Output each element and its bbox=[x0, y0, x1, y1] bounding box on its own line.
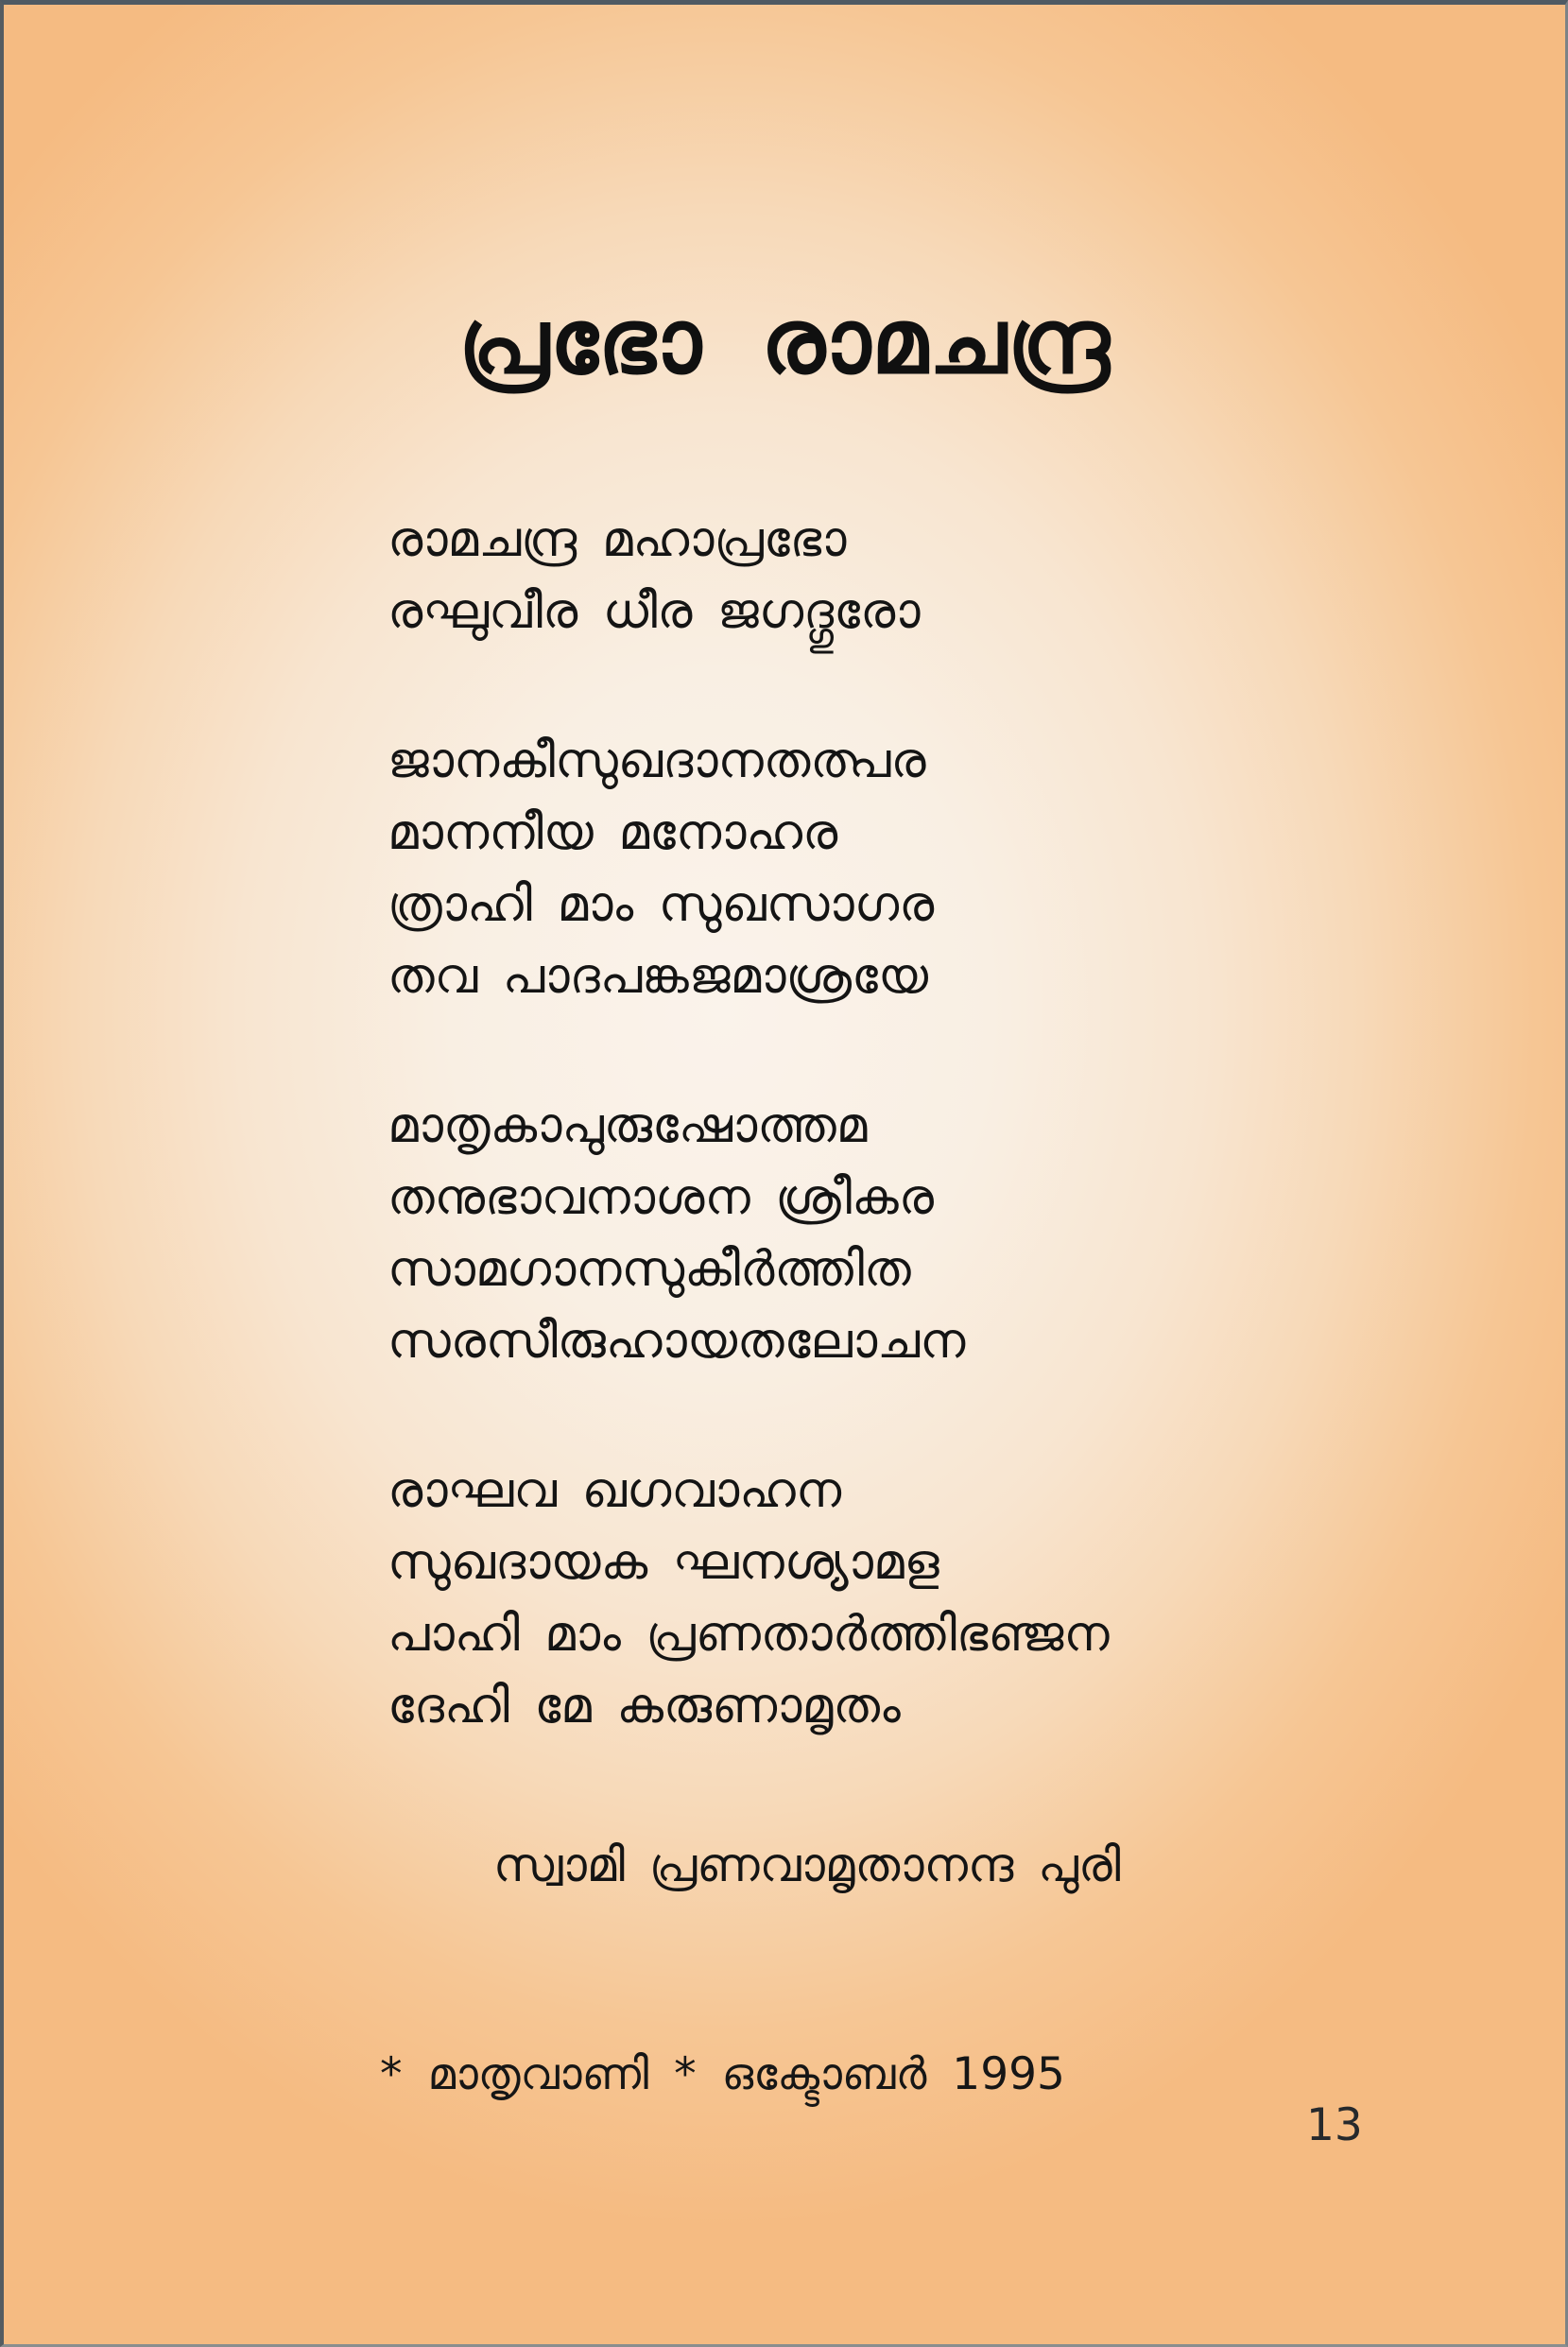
poem-line: ദേഹി മേ കരുണാമൃതം bbox=[388, 1678, 901, 1734]
poem-line: മാതൃകാപുരുഷോത്തമ bbox=[388, 1097, 868, 1154]
poem-line: സുഖദായക ഘനശ്യാമള bbox=[388, 1534, 939, 1591]
author-attribution: സ്വാമി പ്രണവാമൃതാനന്ദ പുരി bbox=[493, 1838, 1121, 1892]
poem-line: തവ പാദപങ്കജമാശ്രയേ bbox=[388, 948, 929, 1005]
poem-line: തനുഭാവനാശന ശ്രീകര bbox=[388, 1169, 934, 1226]
stanza-4 bbox=[388, 1455, 1452, 1742]
stanza-2 bbox=[388, 725, 1452, 1012]
poem-line: ജാനകീസുഖദാനതത്പര bbox=[388, 733, 926, 789]
poem-line: മാനനീയ മനോഹര bbox=[388, 804, 838, 861]
poem-line: രാമചന്ദ്ര മഹാപ്രഭോ bbox=[388, 511, 847, 568]
stanza-1 bbox=[388, 504, 1452, 647]
page-title: പ്രഭോ രാമചന്ദ്ര bbox=[458, 290, 1111, 394]
poem-line: സരസീരുഹായതലോചന bbox=[388, 1313, 966, 1370]
poem-line: ത്രാഹി മാം സുഖസാഗര bbox=[388, 876, 935, 933]
poem-line: രഘുവീര ധീര ജഗദ്ഗുരോ bbox=[388, 583, 921, 640]
poem-line: പാഹി മാം പ്രണതാർത്തിഭഞ്ജന bbox=[388, 1606, 1110, 1663]
poem-body bbox=[388, 504, 1452, 1893]
source-publication-line: * മാതൃവാണി * ഒക്ടോബർ 1995 bbox=[380, 2048, 1065, 2100]
poem-line: സാമഗാനസുകീർത്തിത bbox=[388, 1241, 911, 1298]
stanza-3 bbox=[388, 1090, 1452, 1377]
poem-line: രാഘവ ഖഗവാഹന bbox=[388, 1462, 842, 1519]
page-number: 13 bbox=[1306, 2099, 1363, 2151]
